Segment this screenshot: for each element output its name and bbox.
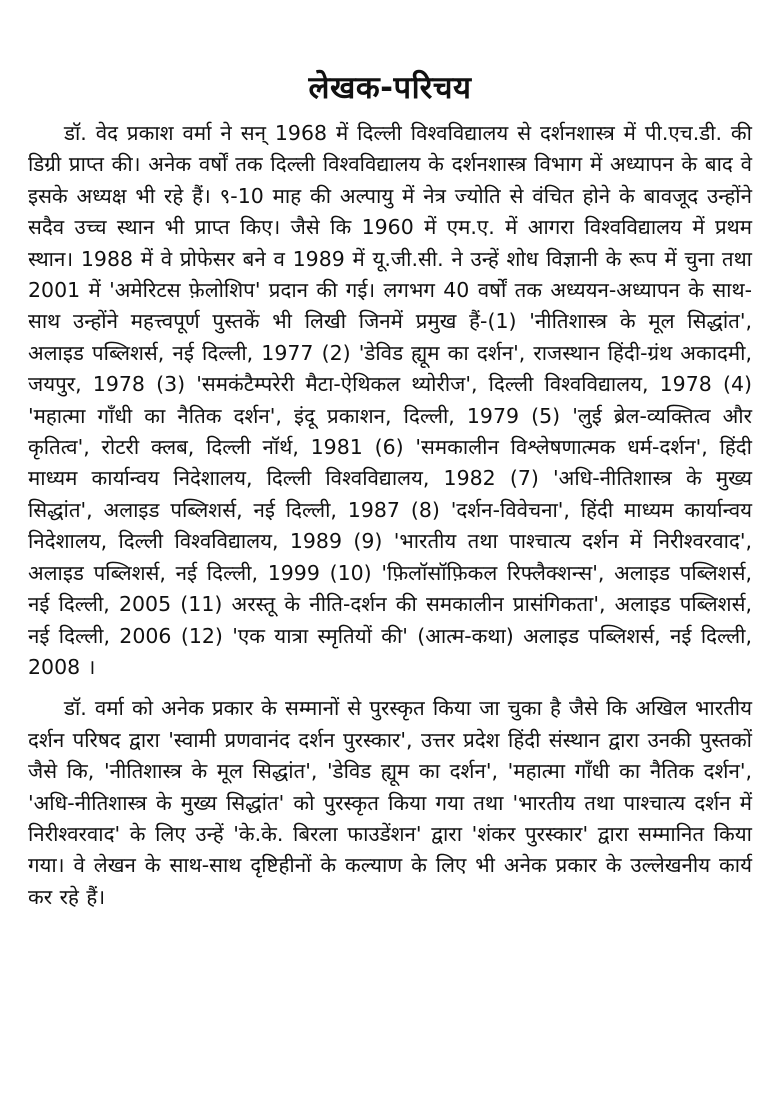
page-title: लेखक-परिचय [308, 70, 472, 106]
paragraph-biography: डॉ. वेद प्रकाश वर्मा ने सन् 1968 में दिल्ली विश्वविद्यालय से दर्शनशास्त्र में पी.एच.डी. की डिग्री प्राप्त की। अनेक वर्षों तक दिल्ली विश्वविद्यालय के दर्शनशास्त्र विभाग में अध्यापन के बाद वे इसके अध्यक्ष भी रहे हैं। ९-10 माह की अल्पायु में नेत्र ज्योति से वंचित होने के बावजूद उन्होंने सदैव उच्च स्थान भी प्राप्त किए। जैसे कि 1960 में एम.ए. में आगरा विश्वविद्यालय में प्रथम स्थान। 1988 में वे प्रोफेसर बने व 1989 में यू.जी.सी. ने उन्हें शोध विज्ञानी के रूप में चुना तथा 2001 में 'अमेरिटस फ़ेलोशिप' प्रदान की गई। लगभग 40 वर्षों तक अध्ययन-अध्यापन के साथ-साथ उन्होंने महत्त्वपूर्ण पुस्तकें भी लिखी जिनमें प्रमुख हैं-(1) 'नीतिशास्त्र के मूल सिद्धांत', अलाइड पब्लिशर्स, नई दिल्ली, 1977 (2) 'डेविड ह्यूम का दर्शन', राजस्थान हिंदी-ग्रंथ अकादमी, जयपुर, 1978 (3) 'समकंटैम्परेरी मैटा-ऐथिकल थ्योरीज', दिल्ली विश्वविद्यालय, 1978 (4) 'महात्मा गाँधी का नैतिक दर्शन', इंदू प्रकाशन, दिल्ली, 1979 (5) 'लुई ब्रेल-व्यक्तित्व और कृतित्व', रोटरी क्लब, दिल्ली नॉर्थ, 1981 (6) 'समकालीन विश्लेषणात्मक धर्म-दर्शन', हिंदी माध्यम कार्यान्वय निदेशालय, दिल्ली विश्वविद्यालय, 1982 (7) 'अधि-नीतिशास्त्र के मुख्य सिद्धांत', अलाइड पब्लिशर्स, नई दिल्ली, 1987 (8) 'दर्शन-विवेचना', हिंदी माध्यम कार्यान्वय निदेशालय, दिल्ली विश्वविद्यालय, 1989 (9) 'भारतीय तथा पाश्चात्य दर्शन में निरीश्वरवाद', अलाइड पब्लिशर्स, नई दिल्ली, 1999 (10) 'फ़िलॉसॉफ़िकल रिफ्लैक्शन्स', अलाइड पब्लिशर्स, नई दिल्ली, 2005 (11) अरस्तू के नीति-दर्शन की समकालीन प्रासंगिकता', अलाइड पब्लिशर्स, नई दिल्ली, 2006 (12) 'एक यात्रा स्मृतियों की' (आत्म-कथा) अलाइड पब्लिशर्स, नई दिल्ली, 2008 । [28, 121, 752, 679]
paragraph-awards: डॉ. वर्मा को अनेक प्रकार के सम्मानों से पुरस्कृत किया जा चुका है जैसे कि अखिल भारतीय दर्शन परिषद द्वारा 'स्वामी प्रणवानंद दर्शन पुरस्कार', उत्तर प्रदेश हिंदी संस्थान द्वारा उनकी पुस्तकों जैसे कि, 'नीतिशास्त्र के मूल सिद्धांत', 'डेविड ह्यूम का दर्शन', 'महात्मा गाँधी का नैतिक दर्शन', 'अधि-नीतिशास्त्र के मुख्य सिद्धांत' को पुरस्कृत किया गया तथा 'भारतीय तथा पाश्चात्य दर्शन में निरीश्वरवाद' के लिए उन्हें 'के.के. बिरला फाउडेंशन' द्वारा 'शंकर पुरस्कार' द्वारा सम्मानित किया गया। वे लेखन के साथ-साथ दृष्टिहीनों के कल्याण के लिए भी अनेक प्रकार के उल्लेखनीय कार्य कर रहे हैं। [28, 696, 752, 909]
